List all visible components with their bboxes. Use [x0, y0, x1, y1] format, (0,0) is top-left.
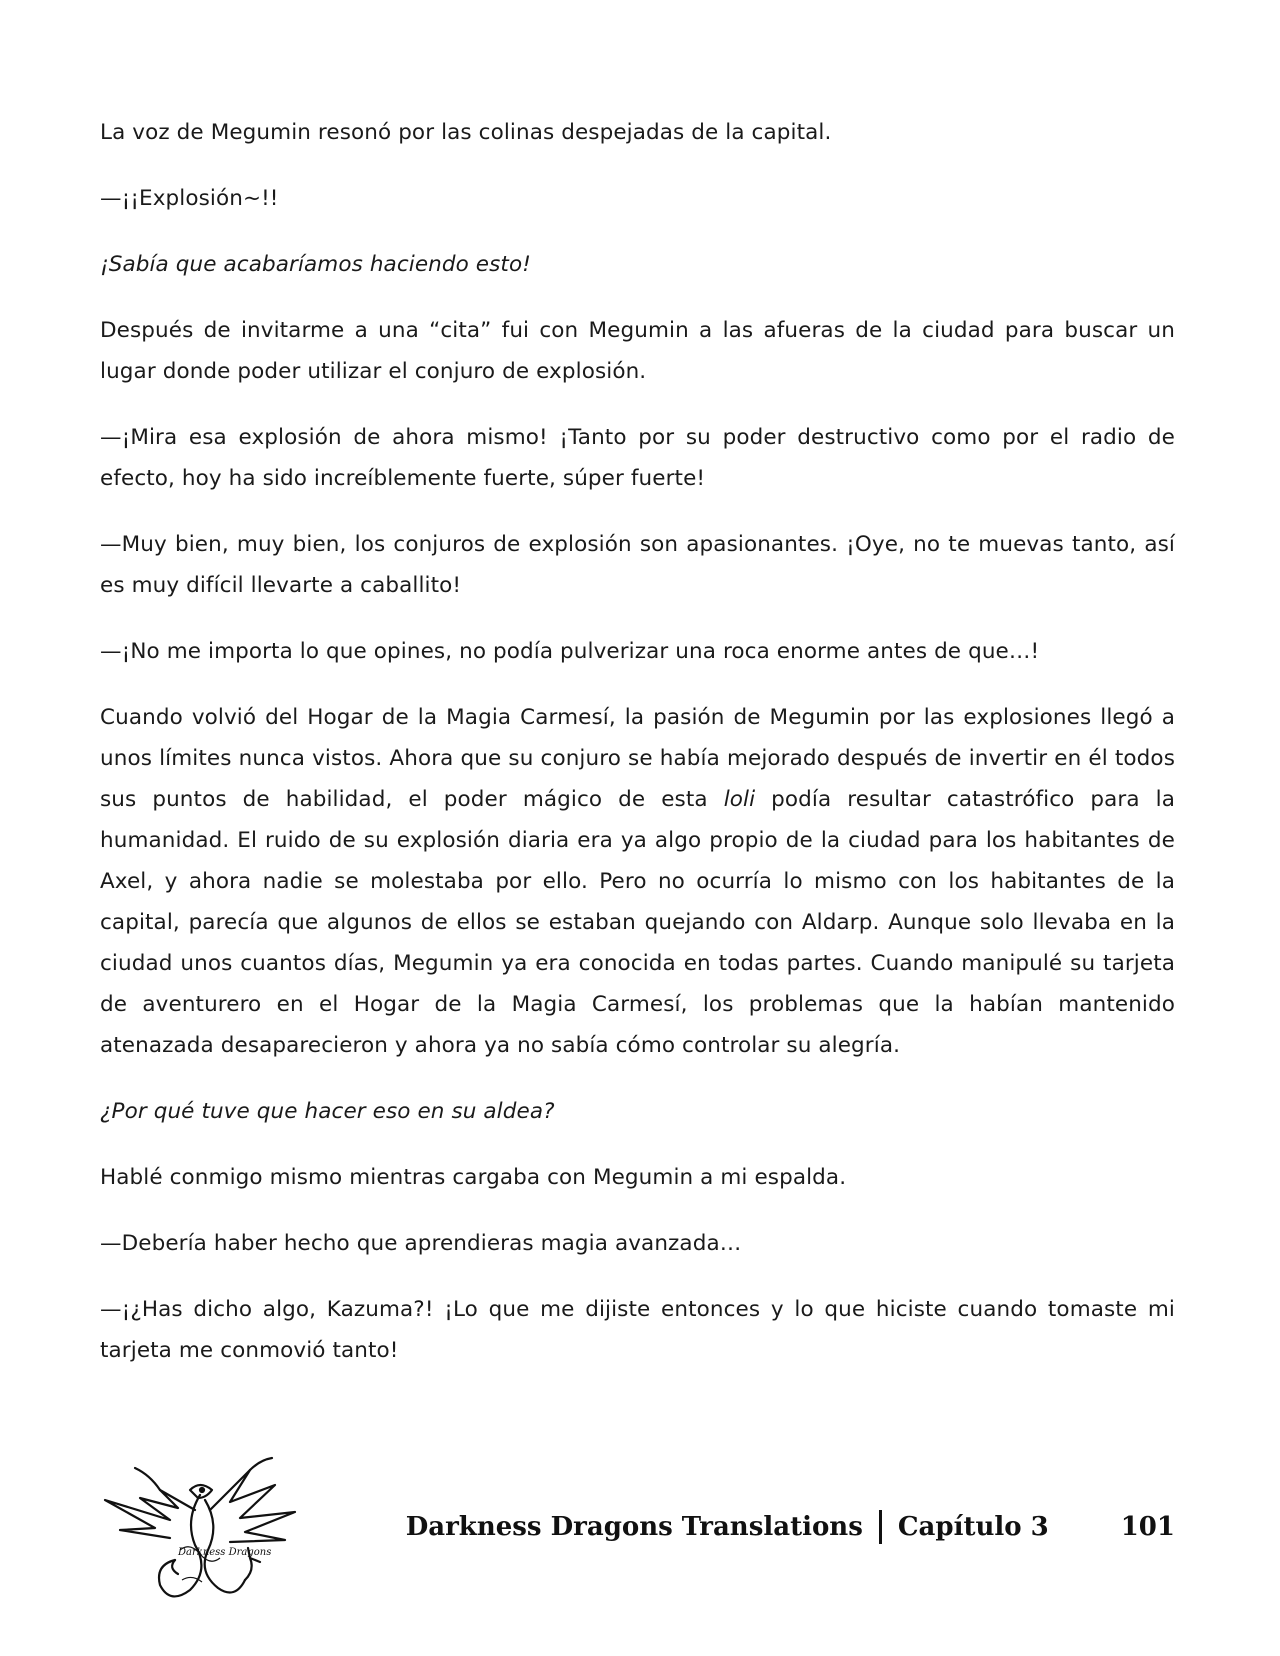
footer-divider [879, 1510, 882, 1544]
paragraph-dialogue: —¡¡Explosión~!! [100, 186, 279, 211]
footer-chapter: Capítulo 3 [897, 1512, 1049, 1542]
paragraph-dialogue: —¡¿Has dicho algo, Kazuma?! ¡Lo que me dijiste entonces y lo que hiciste cuando tomaste mi tarjeta me conmovió tanto! [100, 1297, 1175, 1363]
page-number: 101 [1120, 1512, 1175, 1542]
dragon-logo-icon [100, 1450, 300, 1610]
paragraph: La voz de Megumin resonó por las colinas despejadas de la capital. [100, 120, 832, 145]
paragraph-long [100, 697, 1175, 1066]
chapter-text [100, 112, 1175, 1396]
logo-text: Darkness Dragons [178, 1547, 272, 1558]
footer-group-name: Darkness Dragons Translations [405, 1512, 863, 1542]
page-footer [0, 1450, 1280, 1610]
paragraph-thought: ¡Sabía que acabaríamos haciendo esto! [100, 252, 531, 277]
paragraph-dialogue: —Muy bien, muy bien, los conjuros de explosión son apasionantes. ¡Oye, no te muevas tanto, así es muy difícil llevarte a caballito! [100, 532, 1175, 598]
paragraph-text-after: podía resultar catastrófico para la humanidad. El ruido de su explosión diaria era ya algo propio de la ciudad para los habitantes de Axel, y ahora nadie se molestaba por ello. Pero no ocurría lo mismo con los habitantes de la capital, parecía que algunos de ellos se estaban quejando con Aldarp. Aunque solo llevaba en la ciudad unos cuantos días, Megumin ya era conocida en todas partes. Cuando manipulé su tarjeta de aventurero en el Hogar de la Magia Carmesí, los problemas que la habían mantenido atenazada desaparecieron y ahora ya no sabía cómo controlar su alegría. [100, 787, 1176, 1058]
paragraph-dialogue: —¡Mira esa explosión de ahora mismo! ¡Tanto por su poder destructivo como por el radio de efecto, hoy ha sido increíblemente fuerte, súper fuerte! [100, 425, 1175, 491]
footer-credits [406, 1510, 1175, 1544]
paragraph-text-before: Cuando volvió del Hogar de la Magia Carmesí, la pasión de Megumin por las explosiones llegó a unos límites nunca vistos. Ahora que su conjuro se había mejorado después de invertir en él todos sus puntos de habilidad, el poder mágico de esta [100, 705, 1175, 812]
paragraph: Hablé conmigo mismo mientras cargaba con Megumin a mi espalda. [100, 1165, 847, 1190]
paragraph-emphasis: loli [723, 787, 756, 812]
paragraph-dialogue: —¡No me importa lo que opines, no podía pulverizar una roca enorme antes de que…! [100, 639, 1040, 664]
paragraph-dialogue: —Debería haber hecho que aprendieras magia avanzada… [100, 1231, 742, 1256]
paragraph-thought: ¿Por qué tuve que hacer eso en su aldea? [100, 1099, 555, 1124]
paragraph: Después de invitarme a una “cita” fui con Megumin a las afueras de la ciudad para buscar un lugar donde poder utilizar el conjuro de explosión. [100, 318, 1175, 384]
